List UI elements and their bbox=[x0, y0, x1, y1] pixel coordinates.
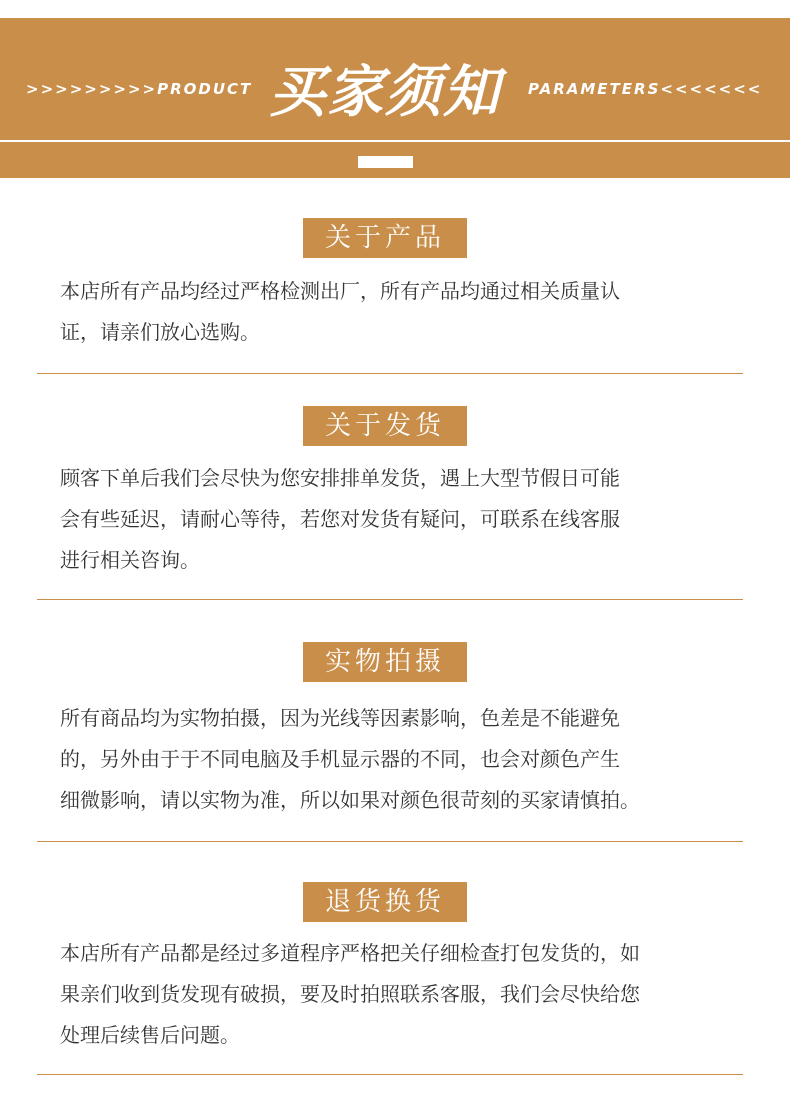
text-line: 证，请亲们放心选购。 bbox=[60, 320, 260, 344]
text-line: 进行相关咨询。 bbox=[60, 548, 200, 572]
section-divider bbox=[37, 599, 743, 600]
text-line: 处理后续售后问题。 bbox=[60, 1023, 240, 1047]
text-line: 的，另外由于于不同电脑及手机显示器的不同，也会对颜色产生 bbox=[60, 747, 620, 771]
banner-right-text: PARAMETERS<<<<<<< bbox=[528, 80, 763, 98]
banner-divider bbox=[0, 140, 790, 142]
section-heading-shipping: 关于发货 bbox=[303, 406, 467, 446]
page-title: 买家须知 bbox=[269, 60, 501, 125]
text-line: 果亲们收到货发现有破损，要及时拍照联系客服，我们会尽快给您 bbox=[60, 982, 640, 1006]
section-divider bbox=[37, 841, 743, 842]
section-heading-product: 关于产品 bbox=[303, 218, 467, 258]
text-line: 本店所有产品均经过严格检测出厂，所有产品均通过相关质量认 bbox=[60, 279, 620, 303]
text-line: 顾客下单后我们会尽快为您安排排单发货，遇上大型节假日可能 bbox=[60, 466, 620, 490]
section-heading-returns: 退货换货 bbox=[303, 882, 467, 922]
text-line: 本店所有产品都是经过多道程序严格把关仔细检查打包发货的，如 bbox=[60, 941, 640, 965]
section-text-product bbox=[60, 271, 740, 353]
section-divider bbox=[37, 373, 743, 374]
text-line: 会有些延迟，请耐心等待，若您对发货有疑问，可联系在线客服 bbox=[60, 507, 620, 531]
header-banner bbox=[0, 18, 790, 178]
banner-left-text: >>>>>>>>>PRODUCT bbox=[26, 80, 253, 98]
text-line: 所有商品均为实物拍摄，因为光线等因素影响，色差是不能避免 bbox=[60, 706, 620, 730]
banner-bar bbox=[358, 156, 413, 168]
section-divider bbox=[37, 1074, 743, 1075]
section-text-returns bbox=[60, 933, 740, 1056]
section-text-shipping bbox=[60, 458, 740, 581]
section-text-photos bbox=[60, 698, 740, 821]
section-heading-photos: 实物拍摄 bbox=[303, 642, 467, 682]
text-line: 细微影响，请以实物为准，所以如果对颜色很苛刻的买家请慎拍。 bbox=[60, 788, 640, 812]
